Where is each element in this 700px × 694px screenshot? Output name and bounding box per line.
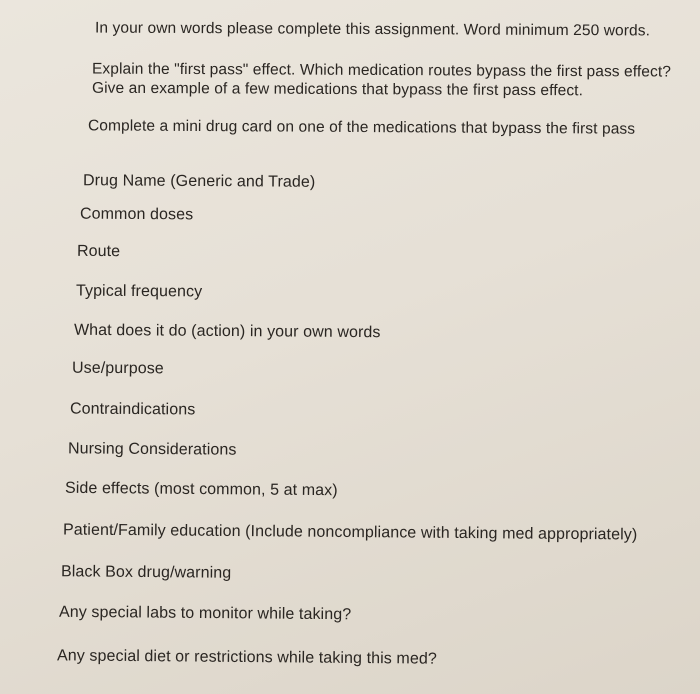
- drug-card-item-drug-name: Drug Name (Generic and Trade): [82, 172, 316, 191]
- drug-card-item-special-labs: Any special labs to monitor while taking?: [58, 603, 352, 624]
- drug-card-item-contraindications: Contraindications: [69, 400, 196, 419]
- drug-card-item-typical-frequency: Typical frequency: [75, 282, 203, 301]
- drug-card-item-patient-education: Patient/Family education (Include noncompliance with taking med appropriately): [62, 521, 638, 544]
- question-line-1: Explain the "first pass" effect. Which medication routes bypass the first pass effect?: [91, 60, 672, 81]
- question-line-2: Give an example of a few medications that bypass the first pass effect.: [91, 79, 584, 100]
- drug-card-item-action: What does it do (action) in your own words: [73, 321, 381, 342]
- drug-card-item-side-effects: Side effects (most common, 5 at max): [64, 479, 338, 500]
- drug-card-item-common-doses: Common doses: [79, 205, 194, 224]
- drug-card-item-use-purpose: Use/purpose: [71, 359, 164, 378]
- drug-card-item-special-diet: Any special diet or restrictions while taking this med?: [56, 647, 437, 668]
- drug-card-item-black-box-warning: Black Box drug/warning: [60, 563, 232, 582]
- drug-card-instruction: Complete a mini drug card on one of the medications that bypass the first pass: [87, 117, 636, 138]
- assignment-intro: In your own words please complete this assignment. Word minimum 250 words.: [94, 19, 651, 40]
- drug-card-item-nursing-considerations: Nursing Considerations: [67, 440, 237, 459]
- drug-card-item-route: Route: [76, 242, 121, 261]
